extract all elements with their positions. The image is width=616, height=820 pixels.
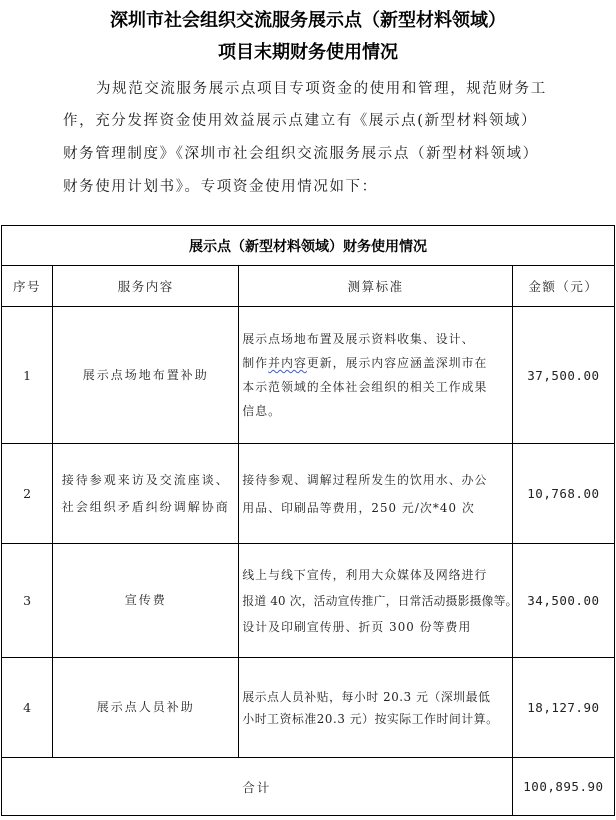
- table-row: [2, 658, 615, 758]
- row-amount: 37,500.00: [512, 307, 614, 444]
- row-index: 3: [2, 544, 53, 658]
- calc-line: 接待参观、调解过程所发生的饮用水、办公: [242, 472, 488, 487]
- finance-table: [1, 225, 615, 816]
- row-calc: [239, 544, 518, 658]
- paragraph-line: 财务管理制度》《深圳市社会组织交流服务展示点（新型材料领域）: [63, 146, 539, 162]
- calc-line: 报道 40 次，活动宣传推广，日常活动摄影摄像等。: [242, 593, 518, 608]
- table-caption: 展示点（新型材料领域）财务使用情况: [2, 226, 615, 266]
- table-caption-row: [2, 226, 615, 266]
- calc-text-segment: 更新，展示内容应涵盖深圳市在: [306, 356, 488, 370]
- calc-line: 展示点场地布置及展示资料收集、设计、: [242, 332, 475, 346]
- row-amount: 34,500.00: [512, 544, 614, 658]
- table-row: [2, 444, 615, 544]
- row-index: 1: [2, 307, 53, 444]
- table-total-row: [2, 758, 615, 816]
- paragraph-line: 为规范交流服务展示点项目专项资金的使用和管理，规范财务工: [96, 81, 547, 97]
- calc-line: 信息。: [242, 404, 282, 418]
- header-index: 序号: [2, 266, 53, 307]
- calc-line: 本示范领域的全体社会组织的相关工作成果: [242, 380, 488, 394]
- item-line: 展示点人员补助: [96, 700, 195, 714]
- paragraph-line: 作，充分发挥资金使用效益展示点建立有《展示点(新型材料领域）: [63, 113, 538, 129]
- row-calc: [239, 307, 512, 444]
- row-index: 4: [2, 658, 53, 758]
- item-line: 社会组织矛盾纠纷调解协商: [61, 499, 230, 514]
- table-row: [2, 544, 615, 658]
- document-title-line-1: 深圳市社会组织交流服务展示点（新型材料领域）: [110, 10, 506, 31]
- row-item: [53, 658, 239, 758]
- total-amount: 100,895.90: [512, 758, 614, 816]
- row-amount: 10,768.00: [512, 444, 614, 544]
- row-calc: [239, 444, 512, 544]
- header-item: 服务内容: [53, 266, 239, 307]
- calc-line: 展示点人员补贴，每小时 20.3 元（深圳最低: [242, 689, 491, 704]
- calc-line: 设计及印刷宣传册、折页 300 份等费用: [242, 619, 472, 634]
- calc-text-segment: 制作: [242, 356, 269, 370]
- row-amount: 18,127.90: [512, 658, 614, 758]
- row-item: [53, 307, 239, 444]
- document-title-line-2: 项目末期财务使用情况: [218, 42, 398, 63]
- header-calc: 测算标准: [239, 266, 512, 307]
- row-index: 2: [2, 444, 53, 544]
- calc-line: 线上与线下宣传，利用大众媒体及网络进行: [242, 567, 488, 582]
- spellcheck-flagged-text[interactable]: 并内容: [268, 356, 307, 370]
- paragraph-line: 财务使用计划书》。专项资金使用情况如下：: [63, 179, 378, 195]
- calc-line: [242, 351, 509, 375]
- table-row: [2, 307, 615, 444]
- item-line: 展示点场地布置补助: [82, 367, 209, 382]
- item-line: 宣传费: [124, 593, 167, 607]
- header-amount: 金额（元）: [512, 266, 614, 307]
- row-calc: [239, 658, 512, 758]
- item-line: 接待参观来访及交流座谈、: [61, 472, 230, 487]
- row-item: [53, 444, 239, 544]
- calc-line: 小时工资标准20.3 元）按实际工作时间计算。: [242, 711, 499, 726]
- calc-line: 用品、印刷品等费用，250 元/次*40 次: [242, 500, 475, 515]
- row-item: [53, 544, 239, 658]
- total-label: 合计: [2, 758, 513, 816]
- table-header-row: [2, 266, 615, 307]
